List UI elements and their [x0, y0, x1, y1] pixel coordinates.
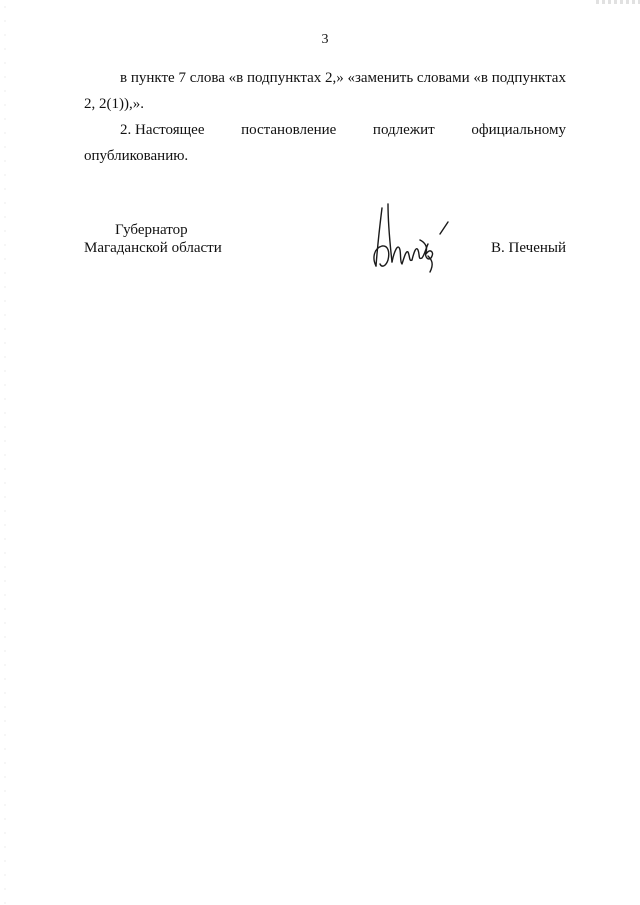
signer-name: В. Печеный — [491, 240, 566, 256]
scan-top-artifact — [596, 0, 640, 4]
paragraph-word: подлежит — [372, 122, 435, 138]
page-number: 3 — [321, 32, 329, 47]
paragraph-amendment — [84, 65, 566, 117]
paragraph-word: 2. Настоящее — [120, 122, 205, 138]
paragraph-word: постановление — [241, 122, 337, 138]
scan-edge-artifact — [4, 0, 6, 905]
paragraph-publication — [84, 117, 566, 169]
handwritten-signature — [368, 200, 458, 280]
paragraph-word: официальному — [471, 122, 566, 138]
paragraph-line: в пункте 7 слова «в подпунктах 2,» «заменить словами «в подпунктах — [120, 70, 566, 86]
paragraph-line: 2, 2(1)),». — [84, 96, 144, 112]
paragraph-line: опубликованию. — [84, 148, 189, 164]
signer-position: Губернатор — [115, 222, 188, 238]
signer-region: Магаданской области — [84, 240, 222, 256]
paragraph-line — [84, 117, 566, 143]
signer-title — [84, 221, 222, 257]
